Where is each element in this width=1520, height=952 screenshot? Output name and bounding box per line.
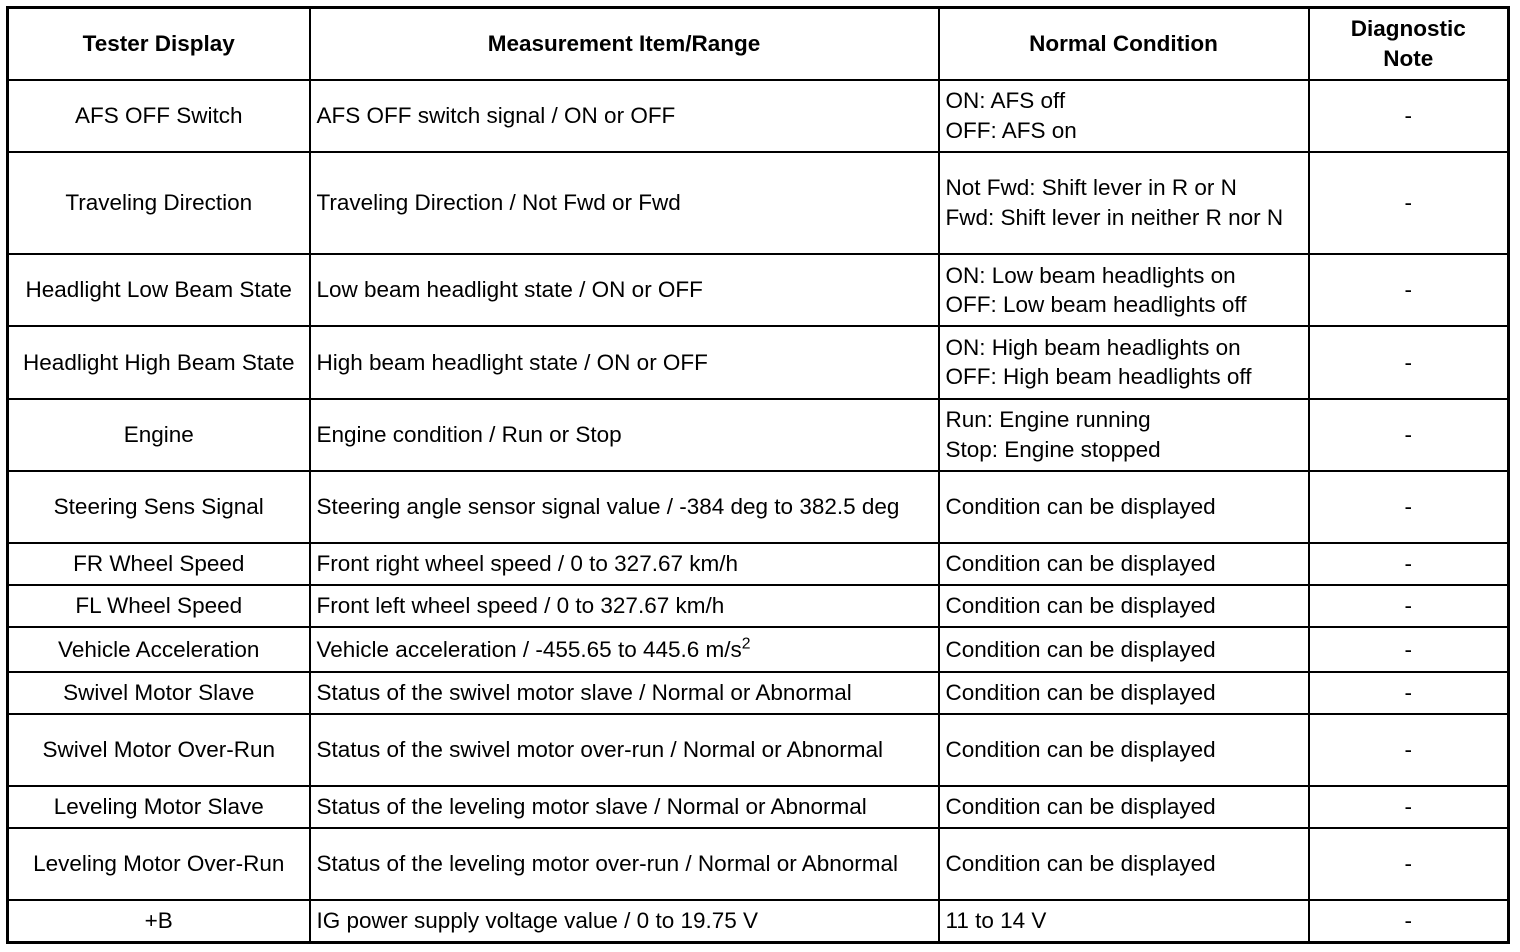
table-row (8, 80, 1509, 152)
measurement-item-cell (310, 672, 939, 714)
measurement-item-text: Vehicle acceleration / -455.65 to 445.6 m/s (316, 636, 742, 662)
table-row (8, 326, 1509, 398)
tester-display-cell: Traveling Direction (8, 152, 310, 254)
tester-display-cell: AFS OFF Switch (8, 80, 310, 152)
normal-condition-line: Fwd: Shift lever in neither R nor N (945, 204, 1284, 230)
tester-display-cell: Engine (8, 399, 310, 471)
normal-condition-line: ON: High beam headlights on (945, 334, 1241, 360)
diagnostic-note-cell: - (1309, 585, 1509, 627)
normal-condition-line: Condition can be displayed (945, 679, 1216, 705)
table-row (8, 828, 1509, 900)
table-row (8, 672, 1509, 714)
diagnostic-note-cell: - (1309, 326, 1509, 398)
measurement-item-cell (310, 152, 939, 254)
measurement-item-text: Traveling Direction / Not Fwd or Fwd (316, 190, 681, 216)
measurement-item-cell (310, 543, 939, 585)
measurement-item-cell (310, 900, 939, 942)
tester-display-cell: FL Wheel Speed (8, 585, 310, 627)
tester-display-cell: Steering Sens Signal (8, 471, 310, 543)
normal-condition-cell (939, 80, 1309, 152)
table-body (8, 80, 1509, 943)
unit-superscript: 2 (741, 634, 751, 652)
measurement-item-text: High beam headlight state / ON or OFF (316, 349, 708, 375)
normal-condition-line: OFF: Low beam headlights off (945, 292, 1247, 318)
measurement-item-cell (310, 326, 939, 398)
diagnostic-note-cell: - (1309, 80, 1509, 152)
normal-condition-cell (939, 543, 1309, 585)
measurement-item-text: Steering angle sensor signal value / -384 deg to 382.5 deg (316, 494, 900, 520)
table-row (8, 471, 1509, 543)
table-row (8, 152, 1509, 254)
measurement-item-cell (310, 786, 939, 828)
normal-condition-line: 11 to 14 V (945, 908, 1047, 934)
tester-display-cell: Headlight High Beam State (8, 326, 310, 398)
measurement-item-text: Front right wheel speed / 0 to 327.67 km/h (316, 551, 738, 577)
diagnostic-note-cell: - (1309, 471, 1509, 543)
measurement-item-cell (310, 828, 939, 900)
measurement-item-cell (310, 80, 939, 152)
header-row (8, 8, 1509, 80)
normal-condition-line: Stop: Engine stopped (945, 436, 1161, 462)
normal-condition-line: OFF: High beam headlights off (945, 364, 1252, 390)
measurement-item-text: Status of the leveling motor slave / Normal or Abnormal (316, 794, 867, 820)
normal-condition-line: Condition can be displayed (945, 551, 1216, 577)
measurement-item-cell (310, 254, 939, 326)
header-tester-display: Tester Display (8, 8, 310, 80)
diagnostic-note-cell: - (1309, 254, 1509, 326)
normal-condition-line: Run: Engine running (945, 407, 1151, 433)
normal-condition-line: Condition can be displayed (945, 851, 1216, 877)
normal-condition-cell (939, 900, 1309, 942)
normal-condition-line: Condition can be displayed (945, 794, 1216, 820)
normal-condition-cell (939, 585, 1309, 627)
normal-condition-line: Not Fwd: Shift lever in R or N (945, 175, 1237, 201)
measurement-item-text: Status of the swivel motor over-run / Normal or Abnormal (316, 736, 883, 762)
tester-display-cell: Leveling Motor Over-Run (8, 828, 310, 900)
normal-condition-line: ON: Low beam headlights on (945, 262, 1236, 288)
diagnostic-note-cell: - (1309, 672, 1509, 714)
table-row (8, 714, 1509, 786)
diagnostic-note-cell: - (1309, 152, 1509, 254)
tester-display-cell: +B (8, 900, 310, 942)
normal-condition-cell (939, 786, 1309, 828)
table-row (8, 786, 1509, 828)
table-row (8, 900, 1509, 942)
diagnostic-note-cell: - (1309, 543, 1509, 585)
normal-condition-line: Condition can be displayed (945, 593, 1216, 619)
measurement-item-text: Low beam headlight state / ON or OFF (316, 277, 703, 303)
diagnostic-note-cell: - (1309, 900, 1509, 942)
measurement-item-text: Engine condition / Run or Stop (316, 421, 622, 447)
table-row (8, 627, 1509, 671)
measurement-item-cell (310, 714, 939, 786)
normal-condition-line: Condition can be displayed (945, 494, 1216, 520)
header-normal-condition: Normal Condition (939, 8, 1309, 80)
table-row (8, 399, 1509, 471)
table-row (8, 585, 1509, 627)
diagnostic-note-cell: - (1309, 828, 1509, 900)
normal-condition-cell (939, 714, 1309, 786)
normal-condition-cell (939, 627, 1309, 671)
tester-display-cell: Vehicle Acceleration (8, 627, 310, 671)
tester-display-table (6, 6, 1510, 944)
tester-display-cell: Swivel Motor Over-Run (8, 714, 310, 786)
normal-condition-cell (939, 152, 1309, 254)
tester-display-cell: Swivel Motor Slave (8, 672, 310, 714)
header-measurement-item: Measurement Item/Range (310, 8, 939, 80)
measurement-item-text: IG power supply voltage value / 0 to 19.75 V (316, 908, 759, 934)
measurement-item-cell (310, 399, 939, 471)
measurement-item-cell (310, 627, 939, 671)
normal-condition-cell (939, 828, 1309, 900)
measurement-item-text: Front left wheel speed / 0 to 327.67 km/h (316, 593, 725, 619)
normal-condition-cell (939, 471, 1309, 543)
normal-condition-line: Condition can be displayed (945, 736, 1216, 762)
table-row (8, 254, 1509, 326)
table-row (8, 543, 1509, 585)
measurement-item-cell (310, 471, 939, 543)
normal-condition-cell (939, 254, 1309, 326)
normal-condition-cell (939, 326, 1309, 398)
tester-display-cell: Leveling Motor Slave (8, 786, 310, 828)
measurement-item-text: AFS OFF switch signal / ON or OFF (316, 102, 676, 128)
measurement-item-cell (310, 585, 939, 627)
diagnostic-note-cell: - (1309, 786, 1509, 828)
measurement-item-text: Status of the leveling motor over-run / Normal or Abnormal (316, 851, 899, 877)
normal-condition-cell (939, 672, 1309, 714)
normal-condition-line: ON: AFS off (945, 87, 1066, 113)
normal-condition-line: OFF: AFS on (945, 117, 1077, 143)
diagnostic-note-cell: - (1309, 627, 1509, 671)
measurement-item-text: Status of the swivel motor slave / Normal or Abnormal (316, 679, 852, 705)
normal-condition-line: Condition can be displayed (945, 636, 1216, 662)
header-diagnostic-note: Diagnostic Note (1309, 8, 1509, 80)
diagnostic-note-cell: - (1309, 714, 1509, 786)
diagnostic-note-cell: - (1309, 399, 1509, 471)
tester-display-cell: FR Wheel Speed (8, 543, 310, 585)
tester-display-cell: Headlight Low Beam State (8, 254, 310, 326)
normal-condition-cell (939, 399, 1309, 471)
